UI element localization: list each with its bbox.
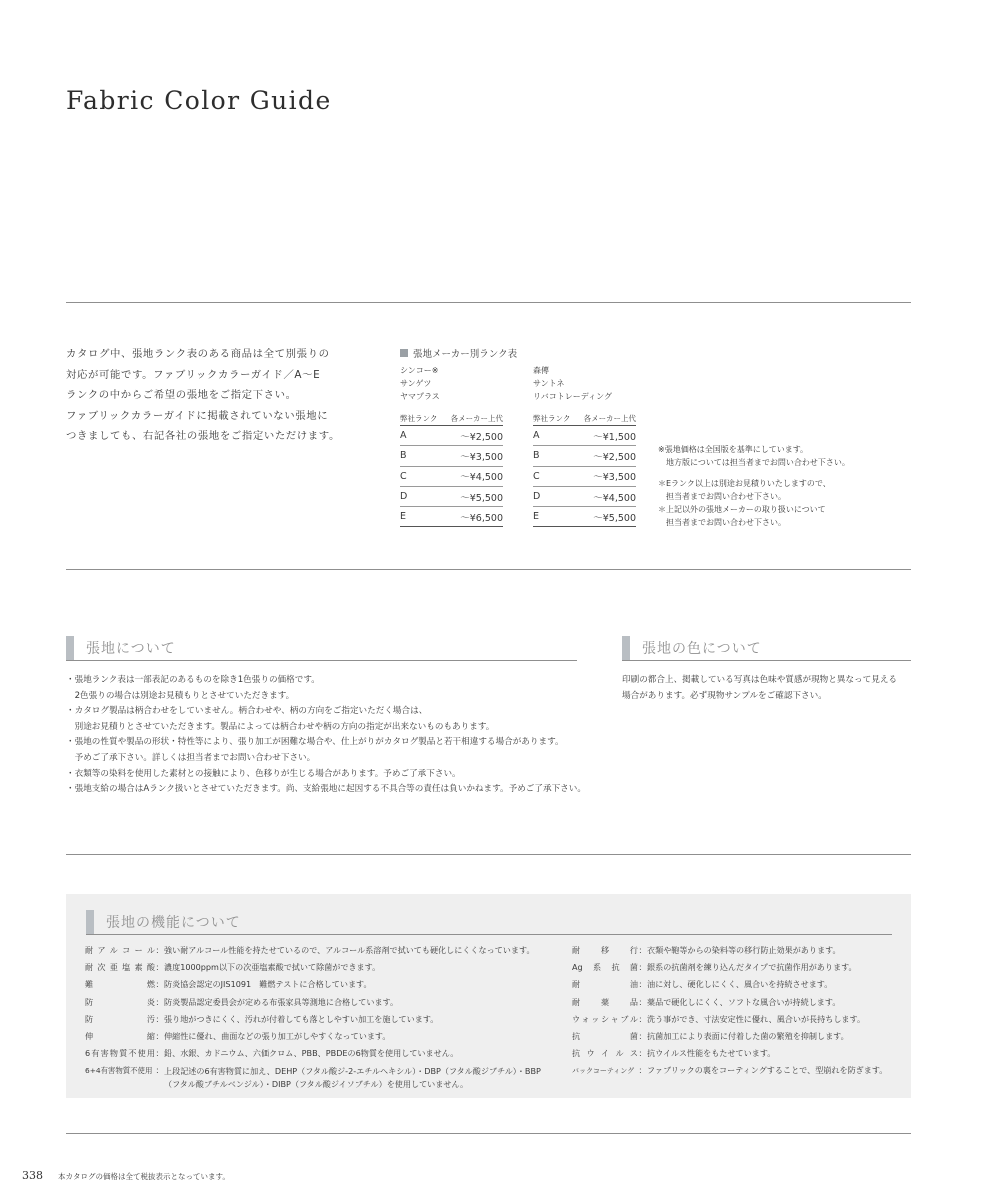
function-label: 耐油: [572, 979, 638, 990]
heading-underline: [86, 934, 892, 935]
function-row: 耐移行 ： 衣類や鞄等からの染料等の移行防止効果があります。: [572, 945, 841, 956]
function-row: 抗菌 ： 抗菌加工により表面に付着した菌の繁殖を抑制します。: [572, 1031, 849, 1042]
table-row: [400, 467, 503, 487]
table-row: [400, 426, 503, 446]
note-line: ※張地価格は全国版を基準にしています。: [658, 445, 809, 454]
section-heading-function: [86, 910, 241, 934]
function-label: 抗菌: [572, 1031, 638, 1042]
heading-underline: [66, 660, 577, 661]
function-label: 6有害物質不使用: [85, 1048, 155, 1059]
rank-table-right: [533, 410, 636, 527]
function-text-line: 上段記述の6有害物質に加え、DEHP（フタル酸ジ-2-エチルヘキシル）・DBP（フタル酸ジブチル）・BBP: [164, 1066, 541, 1077]
maker-list-left: [400, 364, 440, 403]
maker-name: シンコー※: [400, 366, 439, 375]
function-panel: [66, 894, 911, 1098]
color-notes: [622, 673, 897, 704]
table-row: [533, 446, 636, 466]
rank-cell: C: [400, 470, 407, 482]
function-text: 衣類や鞄等からの染料等の移行防止効果があります。: [647, 945, 841, 956]
function-row: Ag系抗菌 ： 銀系の抗菌剤を練り込んだタイプで抗菌作用があります。: [572, 962, 857, 973]
rank-cell: E: [400, 511, 407, 523]
function-label: 防炎: [85, 996, 155, 1007]
column-header: 弊社ランク: [533, 414, 571, 423]
function-row: 6有害物質不使用 ： 鉛、水銀、カドニウム、六価クロム、PBB、PBDEの6物質を使用していません。: [85, 1048, 459, 1059]
price-cell: 〜¥5,500: [593, 512, 636, 524]
price-cell: 〜¥1,500: [593, 431, 636, 443]
price-cell: 〜¥2,500: [460, 431, 503, 443]
function-row: ウォッシャブル ： 洗う事ができ、寸法安定性に優れ、風合いが長持ちします。: [572, 1013, 866, 1024]
function-label: バックコーティング: [572, 1066, 635, 1075]
function-text: 防炎製品認定委員会が定める布張家具等測地に合格しています。: [164, 996, 399, 1007]
footnote: 本カタログの価格は全て税抜表示となっています。: [58, 1172, 230, 1181]
function-text: 洗う事ができ、寸法安定性に優れ、風合いが長持ちします。: [647, 1013, 866, 1024]
function-row: 耐アルコール ： 強い耐アルコール性能を持たせているので、アルコール系溶剤で拭いても硬化しにくくなっています。: [85, 945, 535, 956]
function-text: 銀系の抗菌剤を練り込んだタイプで抗菌作用があります。: [647, 962, 857, 973]
rank-cell: B: [533, 450, 540, 462]
function-text: 濃度1000ppm以下の次亜塩素酸で拭いて除菌ができます。: [164, 962, 381, 973]
price-cell: 〜¥4,500: [460, 472, 503, 484]
column-header: 各メーカー上代: [450, 414, 503, 423]
color-line: 印刷の都合上、掲載している写真は色味や質感が現物と異なって見える: [622, 675, 898, 685]
heading-text: 張地の機能について: [106, 915, 241, 931]
bullet-line: 2色張りの場合は別途お見積もりとさせていただきます。: [66, 690, 295, 701]
maker-name: 森傳: [533, 366, 549, 375]
bullet-line: ・衣類等の染料を使用した素材との接触により、色移りが生じる場合があります。予めご了承下さい。: [66, 768, 461, 779]
function-row: 耐油 ： 油に対し、硬化しにくく、風合いを持続させます。: [572, 979, 833, 990]
divider: [66, 569, 911, 570]
price-cell: 〜¥6,500: [460, 512, 503, 524]
function-text: 防炎協会認定のJIS1091 難燃テストに合格しています。: [164, 979, 372, 990]
price-cell: 〜¥4,500: [593, 492, 636, 504]
function-row: 6+4有害物質不使用 ： 上段記述の6有害物質に加え、DEHP（フタル酸ジ-2-エチルヘキシル）・DBP（フタル酸ジブチル）・BBP （フタル酸ブチルベンジル）・DIBP（フタル酸ジイソブチル）を使用していません。: [85, 1065, 541, 1090]
function-label: ウォッシャブル: [572, 1013, 638, 1024]
note-line: 地方版については担当者までお問い合わせ下さい。: [658, 458, 850, 467]
table-row: [400, 507, 503, 527]
function-row: 防炎 ： 防炎製品認定委員会が定める布張家具等測地に合格しています。: [85, 996, 399, 1007]
price-cell: 〜¥2,500: [593, 451, 636, 463]
intro-line: 対応が可能です。ファブリックカラーガイド／A〜E: [66, 368, 321, 381]
rank-cell: E: [533, 511, 540, 523]
function-text: 伸縮性に優れ、曲面などの張り加工がしやすくなっています。: [164, 1031, 391, 1042]
heading-bar-icon: [66, 636, 74, 660]
function-label: Ag系抗菌: [572, 962, 638, 973]
column-header: 弊社ランク: [400, 414, 438, 423]
table-row: [533, 426, 636, 446]
maker-list-right: [533, 364, 612, 403]
square-bullet-icon: [400, 349, 408, 357]
bullet-line: ・張地の性質や製品の形状・特性等により、張り加工が困難な場合や、仕上がりがカタログ製品と若干相違する場合があります。: [66, 737, 564, 748]
divider: [66, 302, 911, 303]
function-row: 耐薬品 ： 薬品で硬化しにくく、ソフトな風合いが持続します。: [572, 996, 841, 1007]
table-row: [533, 467, 636, 487]
function-label: 防汚: [85, 1013, 155, 1024]
function-label: 難燃: [85, 979, 155, 990]
column-header: 各メーカー上代: [583, 414, 636, 423]
bullet-line: 予めご了承下さい。詳しくは担当者までお問い合わせ下さい。: [66, 752, 316, 763]
bullet-line: ・張地支給の場合はAランク扱いとさせていただきます。尚、支給張地に起因する不具合等の責任は負いかねます。予めご了承下さい。: [66, 784, 586, 795]
function-label: 耐移行: [572, 945, 638, 956]
table-header: [533, 410, 636, 426]
function-label: 抗ウイルス: [572, 1048, 638, 1059]
heading-text: 張地について: [86, 641, 176, 657]
bullet-line: 別途お見積りとさせていただきます。製品によっては柄合わせや柄の方向の指定が出来ないものもあります。: [66, 721, 495, 732]
bullet-line: ・張地ランク表は一部表記のあるものを除き1色張りの価格です。: [66, 675, 320, 685]
color-line: 場合があります。必ず現物サンプルをご確認下さい。: [622, 690, 827, 701]
table-row: [533, 507, 636, 527]
table-row: [533, 487, 636, 507]
bullet-line: ・カタログ製品は柄合わせをしていません。柄合わせや、柄の方向をご指定いただく場合は、: [66, 706, 428, 717]
heading-bar-icon: [622, 636, 630, 660]
function-text: 油に対し、硬化しにくく、風合いを持続させます。: [647, 979, 833, 990]
function-row: 防汚 ： 張り地がつきにくく、汚れが付着しても落としやすい加工を施しています。: [85, 1013, 439, 1024]
price-notes: [658, 443, 850, 529]
page-title: Fabric Color Guide: [66, 86, 332, 115]
function-text: [164, 1065, 541, 1091]
function-label: 耐アルコール: [85, 945, 155, 956]
function-label: 伸縮: [85, 1031, 155, 1042]
intro-line: ランクの中からご希望の張地をご指定下さい。: [66, 389, 297, 401]
function-text: 抗ウイルス性能をもたせています。: [647, 1048, 776, 1059]
divider: [66, 1133, 911, 1134]
rank-table-left: [400, 410, 503, 527]
intro-line: つきましても、右記各社の張地をご指定いただけます。: [66, 430, 340, 442]
maker-name: サンゲツ: [400, 379, 432, 388]
note-line: ＊上記以外の張地メーカーの取り扱いについて: [658, 505, 826, 514]
rank-cell: D: [533, 491, 541, 503]
rank-cell: A: [533, 430, 540, 442]
section-heading-fabric: [66, 636, 176, 660]
maker-name: リバコトレーディング: [533, 392, 612, 401]
maker-name: サントネ: [533, 379, 565, 388]
price-cell: 〜¥3,500: [593, 472, 636, 484]
function-text: 張り地がつきにくく、汚れが付着しても落としやすい加工を施しています。: [164, 1013, 439, 1024]
section-heading-color: [622, 636, 762, 660]
table-header: [400, 410, 503, 426]
function-text: 鉛、水銀、カドニウム、六価クロム、PBB、PBDEの6物質を使用していません。: [164, 1048, 459, 1059]
function-text-line: （フタル酸ブチルベンジル）・DIBP（フタル酸ジイソブチル）を使用していません。: [164, 1079, 469, 1090]
function-text: 強い耐アルコール性能を持たせているので、アルコール系溶剤で拭いても硬化しにくくなっています。: [164, 945, 535, 956]
function-row: 抗ウイルス ： 抗ウイルス性能をもたせています。: [572, 1048, 776, 1059]
intro-line: カタログ中、張地ランク表のある商品は全て別張りの: [66, 348, 330, 360]
function-list-left: [85, 942, 541, 1092]
function-row: 難燃 ： 防炎協会認定のJIS1091 難燃テストに合格しています。: [85, 979, 372, 990]
function-text: 薬品で硬化しにくく、ソフトな風合いが持続します。: [647, 996, 841, 1007]
note-line: 担当者までお問い合わせ下さい。: [658, 492, 786, 501]
page-number: 338: [22, 1169, 43, 1182]
price-cell: 〜¥5,500: [460, 492, 503, 504]
heading-text: 張地の色について: [642, 641, 762, 657]
function-text: ファブリックの裏をコーティングすることで、型崩れを防ぎます。: [647, 1065, 888, 1076]
rank-cell: A: [400, 430, 407, 442]
price-cell: 〜¥3,500: [460, 451, 503, 463]
function-label: 耐薬品: [572, 996, 638, 1007]
rank-cell: C: [533, 470, 540, 482]
function-row: 耐次亜塩素酸 ： 濃度1000ppm以下の次亜塩素酸で拭いて除菌ができます。: [85, 962, 381, 973]
note-line: ＊Eランク以上は別途お見積りいたしますので、: [658, 479, 831, 488]
maker-name: ヤマプラス: [400, 392, 440, 401]
function-list-right: [572, 942, 887, 1080]
divider: [66, 854, 911, 855]
function-row: バックコーティング ： ファブリックの裏をコーティングすることで、型崩れを防ぎます。: [572, 1065, 888, 1076]
table-row: [400, 487, 503, 507]
heading-underline: [622, 660, 911, 661]
table-row: [400, 446, 503, 466]
rank-table-title-text: 張地メーカー別ランク表: [413, 349, 518, 360]
rank-cell: B: [400, 450, 407, 462]
note-line: 担当者までお問い合わせ下さい。: [658, 518, 786, 527]
function-text: 抗菌加工により表面に付着した菌の繁殖を抑制します。: [647, 1031, 849, 1042]
rank-cell: D: [400, 491, 408, 503]
function-label: 6+4有害物質不使用: [85, 1066, 153, 1076]
heading-bar-icon: [86, 910, 94, 934]
function-label: 耐次亜塩素酸: [85, 962, 155, 973]
rank-table-title: [400, 346, 517, 360]
intro-line: ファブリックカラーガイドに掲載されていない張地に: [66, 409, 329, 422]
intro-text: [66, 344, 340, 447]
function-row: 伸縮 ： 伸縮性に優れ、曲面などの張り加工がしやすくなっています。: [85, 1031, 391, 1042]
fabric-notes: [66, 673, 586, 798]
